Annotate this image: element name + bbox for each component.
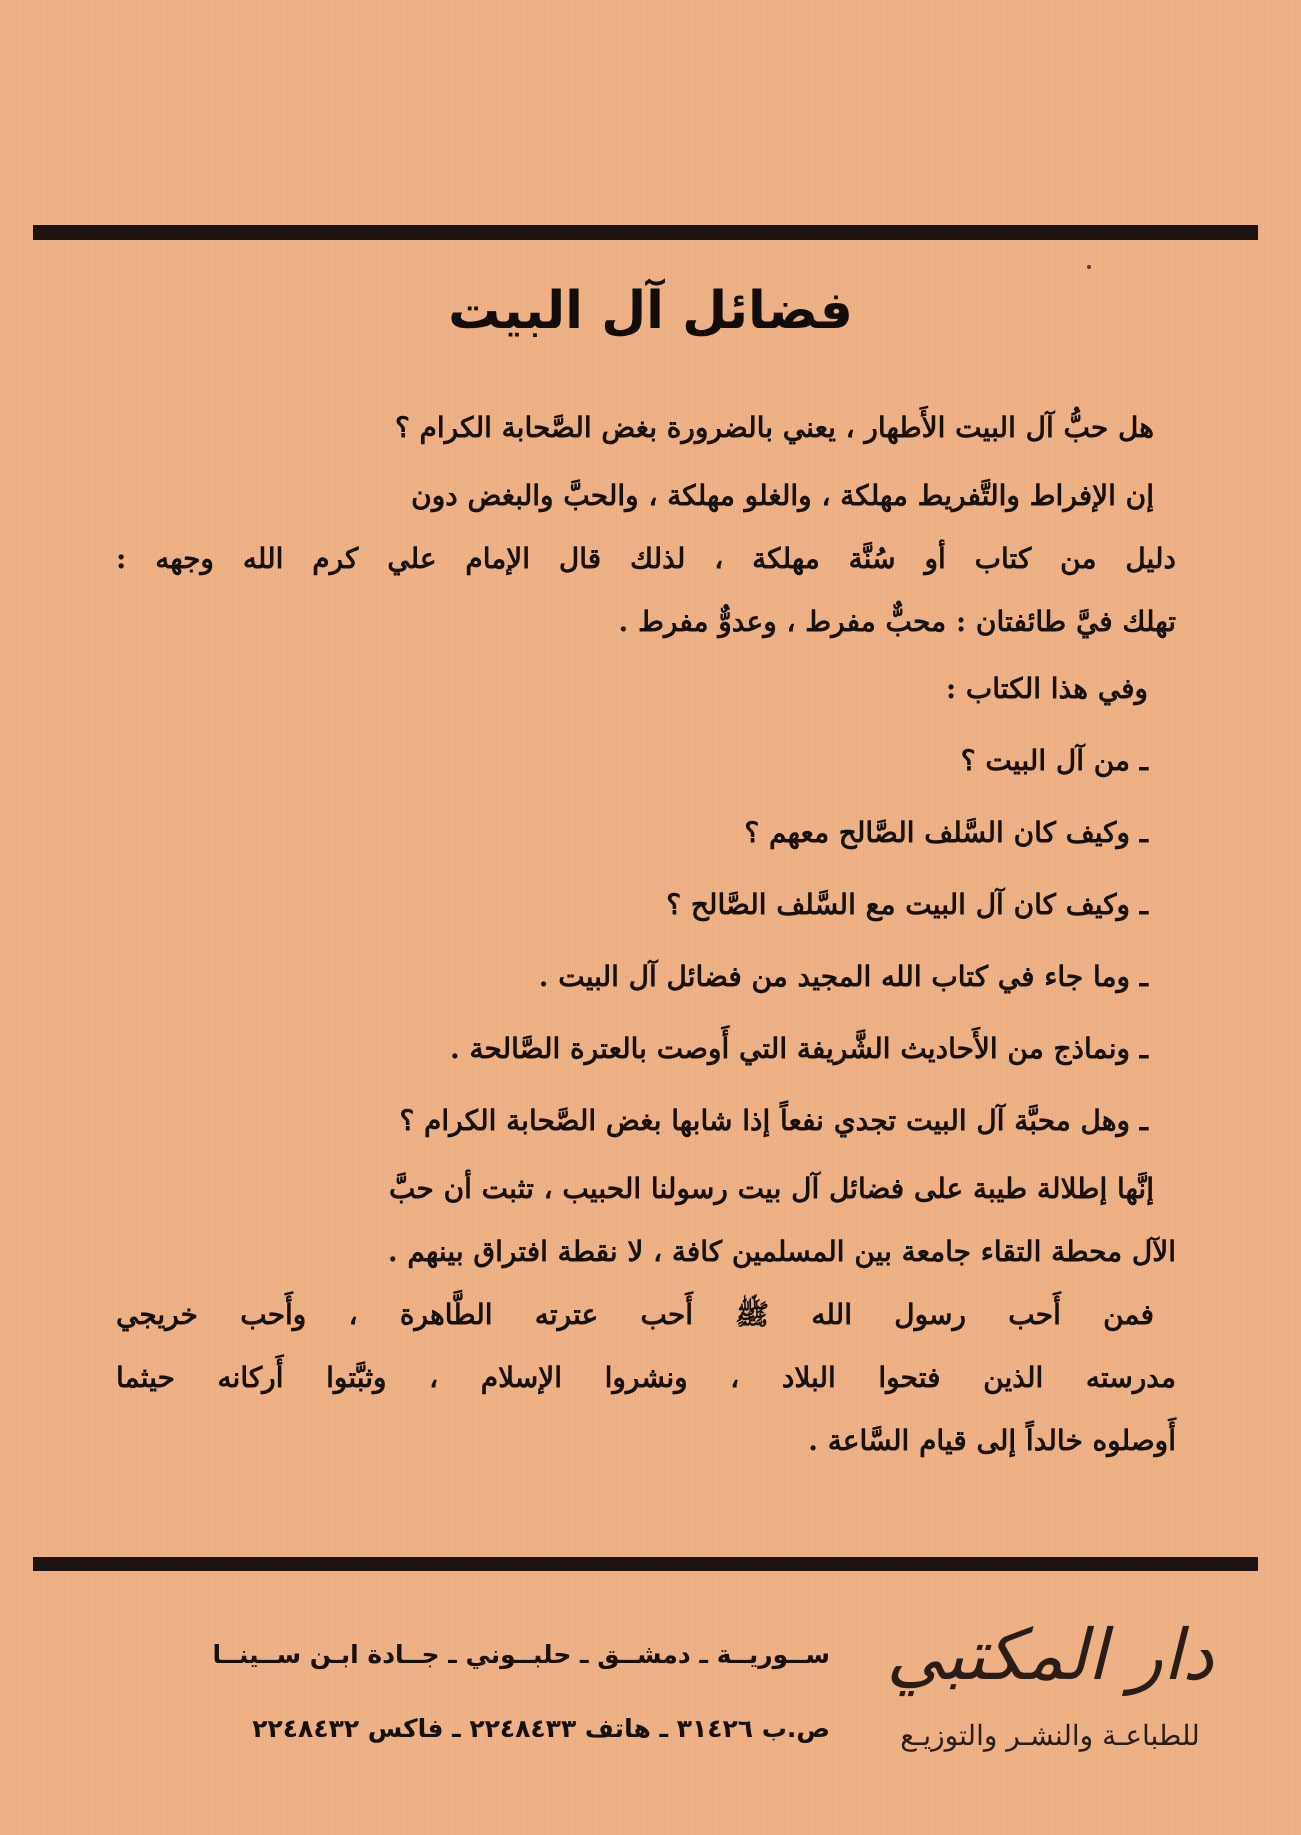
paragraph-1-line-1: إن الإفراط والتَّفريط مهلكة ، والغلو مهلكة ، والحبَّ والبغض دون [411,479,1154,512]
paragraph-2-line-1: إنَّها إطلالة طيبة على فضائل آل بيت رسولنا الحبيب ، تثبت أن حبَّ [389,1172,1154,1205]
publisher-phone-fax: ص.ب ٣١٤٢٦ ـ هاتف ٢٢٤٨٤٣٣ ـ فاكس ٢٢٤٨٤٣٢ [252,1714,830,1743]
contents-item: ـ وكيف كان آل البيت مع السَّلف الصَّالح ؟ [666,888,1148,921]
contents-item: ـ ونماذج من الأَحاديث الشَّريفة التي أَوصت بالعترة الصَّالحة . [450,1032,1148,1065]
paragraph-3-line-2: مدرسته الذين فتحوا البلاد ، ونشروا الإسلام ، وثبَّتوا أَركانه حيثما [116,1361,1176,1394]
top-rule [33,225,1258,240]
paragraph-1-line-2: دليل من كتاب أو سُنَّة مهلكة ، لذلك قال الإمام علي كرم الله وجهه : [116,542,1176,575]
contents-item: ـ وهل محبَّة آل البيت تجدي نفعاً إذا شابها بغض الصَّحابة الكرام ؟ [399,1104,1148,1137]
paragraph-3-line-3: أَوصلوه خالداً إلى قيام السَّاعة . [808,1424,1176,1457]
publisher-logo-mark: دار المكتبي [886,1614,1214,1696]
paragraph-2-line-2: الآل محطة التقاء جامعة بين المسلمين كافة ، لا نقطة افتراق بينهم . [387,1235,1176,1268]
publisher-logo [855,1600,1245,1800]
page-title: فضائل آل البيت [448,281,853,341]
blurb-text [116,392,1176,1472]
contents-intro: وفي هذا الكتاب : [945,672,1148,705]
bottom-rule [33,1557,1258,1571]
print-speck [1087,265,1091,269]
publisher-tagline: للطباعـة والنشـر والتوزيـع [900,1719,1200,1752]
contents-item: ـ من آل البيت ؟ [960,744,1148,777]
publisher-address: ســوريــة ـ دمشــق ـ حلبــوني ـ جــادة ابـن ســينــا [212,1640,830,1669]
paragraph-1-line-3: تهلك فيَّ طائفتان : محبٌّ مفرط ، وعدوٌّ مفرط . [618,605,1176,638]
question-line: هل حبُّ آل البيت الأَطهار ، يعني بالضرورة بغض الصَّحابة الكرام ؟ [394,411,1154,444]
contents-item: ـ وما جاء في كتاب الله المجيد من فضائل آل البيت . [538,960,1148,993]
paragraph-3-line-1: فمن أَحب رسول الله ﷺ أَحب عترته الطَّاهرة ، وأَحب خريجي [116,1298,1154,1331]
contents-item: ـ وكيف كان السَّلف الصَّالح معهم ؟ [744,816,1148,849]
